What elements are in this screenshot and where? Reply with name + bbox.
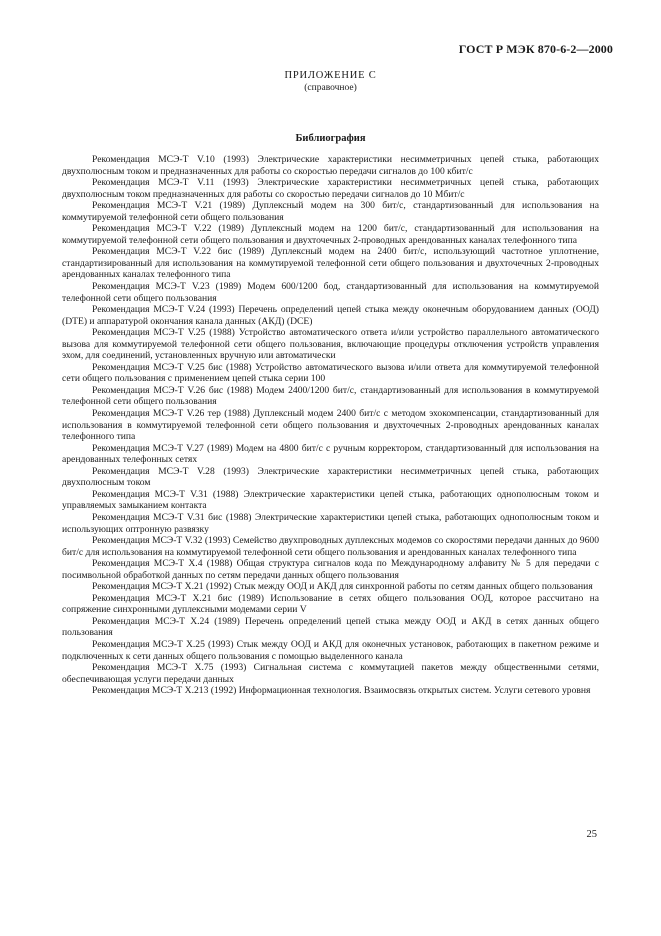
appendix-title: ПРИЛОЖЕНИЕ С xyxy=(284,70,377,81)
bibliography-entry: Рекомендация МСЭ-Т Х.25 (1993) Стык между ООД и АКД для оконечных установок, работающих в пакетном режиме и подключенных к сети данных общего пользования с помощью выделенного канала xyxy=(62,638,599,662)
bibliography-title: Библиография xyxy=(295,133,366,144)
bibliography-entry: Рекомендация МСЭ-Т V.23 (1989) Модем 600/1200 бод, стандартизованный для использования на коммутируемой телефонной сети общего пользования xyxy=(62,281,599,304)
bibliography-entry: Рекомендация МСЭ-Т Х.213 (1992) Информационная технология. Взаимосвязь открытых систем. Услуги сетевого уровня xyxy=(92,685,591,697)
bibliography-entry: Рекомендация МСЭ-Т V.32 (1993) Семейство двухпроводных дуплексных модемов со скоростями передачи данных до 9600 бит/с для использования на коммутируемой телефонной сети общего пользования и арендованных каналах телефонного типа xyxy=(62,535,599,558)
appendix-subtitle: (справочное) xyxy=(304,83,357,93)
bibliography-entry: Рекомендация МСЭ-Т Х.75 (1993) Сигнальная система с коммутацией пакетов между общественными сетями, обеспечивающая услуги передачи данных xyxy=(62,662,599,685)
bibliography-entry: Рекомендация МСЭ-Т Х.21 (1992) Стык между ООД и АКД для синхронной работы по сетям данных общего пользования xyxy=(92,581,593,593)
bibliography-entry: Рекомендация МСЭ-Т V.22 бис (1989) Дуплексный модем на 2400 бит/с, использующий частотное уплотнение, стандартизированный для использования на коммутируемой телефонной сети общего пользования и двухточечных 2-проводных арендованных каналах телефонного типа xyxy=(62,246,599,281)
bibliography-entry: Рекомендация МСЭ-Т V.28 (1993) Электрические характеристики несимметричных цепей стыка, работающих двухполюсным током xyxy=(62,465,599,489)
bibliography-entry: Рекомендация МСЭ-Т V.22 (1989) Дуплексный модем на 1200 бит/с, стандартизованный для использования на коммутируемой телефонной сети общего пользования и двухточечных 2-проводных арендованных каналах телефонного типа xyxy=(62,223,599,246)
bibliography-entry: Рекомендация МСЭ-Т V.25 (1988) Устройство автоматического ответа и/или устройство параллельного автоматического вызова для коммутируемой телефонной сети общего пользования, включающие процедуры отключения устройств управления эхом, для соединений, установленных вручную или автоматически xyxy=(62,327,599,362)
bibliography-entry: Рекомендация МСЭ-Т V.26 бис (1988) Модем 2400/1200 бит/с, стандартизованный для использования в коммутируемой телефонной сети общего пользования xyxy=(62,384,599,408)
bibliography-entry: Рекомендация МСЭ-Т V.24 (1993) Перечень определений цепей стыка между оконечным оборудованием данных (ООД) (DTE) и аппаратурой окончания канала данных (АКД) (DCE) xyxy=(62,304,599,327)
bibliography-entry: Рекомендация МСЭ-Т V.31 бис (1988) Электрические характеристики цепей стыка, работающих однополюсным током и использующих оптронную развязку xyxy=(62,511,599,535)
bibliography-entry: Рекомендация МСЭ-Т V.26 тер (1988) Дуплексный модем 2400 бит/с с методом эхокомпенсации, стандартизованный для использования в коммутируемой телефонной сети общего пользования и двухточечных 2-проводных арендованных каналах телефонного типа xyxy=(62,408,599,443)
bibliography-entry: Рекомендация МСЭ-Т Х.4 (1988) Общая структура сигналов кода по Международному алфавиту № 5 для передачи с посимвольной обработкой данных по сетям передачи данных общего пользования xyxy=(62,558,599,581)
bibliography-entry: Рекомендация МСЭ-Т V.11 (1993) Электрические характеристики несимметричных цепей стыка, работающих двухполюсным током предназначенных для работы со скоростью передачи сигналов до 10 Мбит/с xyxy=(62,177,599,200)
bibliography-entry: Рекомендация МСЭ-Т V.31 (1988) Электрические характеристики цепей стыка, работающих однополюсным током и управляемых замыканием контакта xyxy=(62,488,599,512)
bibliography-list xyxy=(62,154,599,697)
bibliography-entry: Рекомендация МСЭ-Т Х.24 (1989) Перечень определений цепей стыка между ООД и АКД в сетях данных общего пользования xyxy=(62,615,599,639)
bibliography-entry: Рекомендация МСЭ-Т V.25 бис (1988) Устройство автоматического вызова и/или ответа для коммутируемой телефонной сети общего пользования с применением цепей стыка серии 100 xyxy=(62,361,599,385)
bibliography-entry: Рекомендация МСЭ-Т V.27 (1989) Модем на 4800 бит/с с ручным корректором, стандартизованный для использования на арендованных телефонных сетях xyxy=(62,442,599,466)
bibliography-entry: Рекомендация МСЭ-Т Х.21 бис (1989) Использование в сетях общего пользования ООД, которое рассчитано на сопряжение синхронными дуплексными модемами серии V xyxy=(62,592,599,616)
bibliography-entry: Рекомендация МСЭ-Т V.10 (1993) Электрические характеристики несимметричных цепей стыка, работающих двухполюсным током и предназначенных для работы со скоростью передачи сигналов до 100 кбит/с xyxy=(62,154,599,177)
bibliography-entry: Рекомендация МСЭ-Т V.21 (1989) Дуплексный модем на 300 бит/с, стандартизованный для использования на коммутируемой телефонной сети общего пользования xyxy=(62,200,599,223)
page-number: 25 xyxy=(586,829,597,840)
standard-code-header: ГОСТ Р МЭК 870-6-2—2000 xyxy=(458,42,613,56)
